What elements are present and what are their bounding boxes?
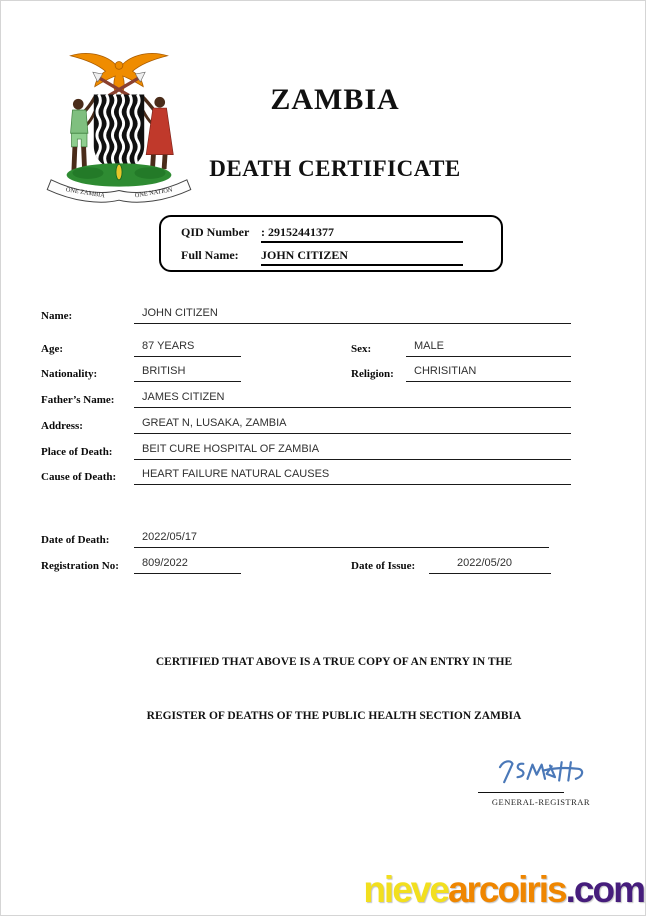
- watermark-part1: nieve: [363, 869, 448, 910]
- country-title: ZAMBIA: [270, 83, 400, 116]
- registration-no-value: 809/2022: [134, 557, 241, 574]
- signature-line: [478, 792, 564, 793]
- registrar-signature: [495, 754, 595, 792]
- father-name-value: JAMES CITIZEN: [134, 391, 571, 408]
- date-of-death-label: Date of Death:: [41, 534, 110, 546]
- date-of-issue-value: 2022/05/20: [429, 557, 551, 574]
- date-of-issue-label: Date of Issue:: [351, 560, 416, 572]
- religion-value: CHRISITIAN: [406, 365, 571, 382]
- age-value: 87 YEARS: [134, 340, 241, 357]
- name-label: Name:: [41, 310, 73, 322]
- address-value: GREAT N, LUSAKA, ZAMBIA: [134, 417, 571, 434]
- registrar-title: GENERAL-REGISTRAR: [491, 797, 591, 807]
- place-of-death-value: BEIT CURE HOSPITAL OF ZAMBIA: [134, 443, 571, 460]
- document-title: DEATH CERTIFICATE: [209, 156, 461, 181]
- qid-number-value: : 29152441377: [261, 225, 463, 243]
- motto-right-text: ONE NATION: [134, 186, 173, 200]
- sex-label: Sex:: [351, 343, 372, 355]
- full-name-label: Full Name:: [181, 248, 239, 262]
- name-value: JOHN CITIZEN: [134, 307, 571, 324]
- watermark-part2: arcoiris: [447, 869, 566, 910]
- address-label: Address:: [41, 420, 83, 432]
- certification-line-2: REGISTER OF DEATHS OF THE PUBLIC HEALTH SECTION ZAMBIA: [146, 710, 522, 722]
- watermark-nievearcoiris: [363, 869, 644, 911]
- sex-value: MALE: [406, 340, 571, 357]
- motto-left-text: ONE ZAMBIA: [65, 186, 106, 200]
- nationality-value: BRITISH: [134, 365, 241, 382]
- registration-no-label: Registration No:: [41, 560, 119, 572]
- age-label: Age:: [41, 343, 63, 355]
- full-name-value: JOHN CITIZEN: [261, 248, 463, 266]
- nationality-label: Nationality:: [41, 368, 98, 380]
- date-of-death-value: 2022/05/17: [134, 531, 549, 548]
- cause-of-death-label: Cause of Death:: [41, 471, 117, 483]
- religion-label: Religion:: [351, 368, 394, 380]
- qid-number-label: QID Number: [181, 225, 250, 239]
- certification-line-1: CERTIFIED THAT ABOVE IS A TRUE COPY OF AN ENTRY IN THE: [155, 656, 513, 668]
- watermark-part3: .com: [565, 869, 644, 910]
- certification-block: [58, 1, 610, 761]
- father-name-label: Father’s Name:: [41, 394, 115, 406]
- cause-of-death-value: HEART FAILURE NATURAL CAUSES: [134, 468, 571, 485]
- place-of-death-label: Place of Death:: [41, 446, 113, 458]
